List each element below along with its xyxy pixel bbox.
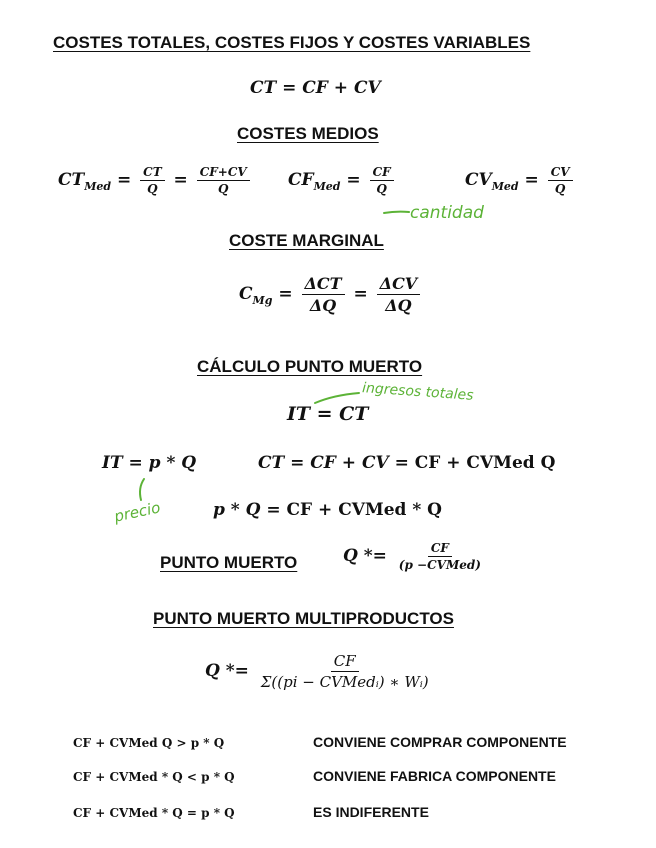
- annotation-precio: precio: [112, 498, 162, 526]
- title-punto-muerto: PUNTO MUERTO: [160, 553, 298, 572]
- rule-fabrica-result: CONVIENE FABRICA COMPONENTE: [313, 768, 556, 784]
- formula-pq: p * Q = CF + CVMed * Q: [213, 500, 442, 520]
- formula-it-pq: IT = p * Q: [102, 453, 197, 473]
- cantidad-dash-stroke: [382, 205, 412, 219]
- annotation-ingresos-totales: ingresos totales: [361, 380, 474, 404]
- formula-qstar: Q *= $\frac{CF}{\text{(p −CVMed)}}$: [343, 541, 481, 572]
- rule-indiferente-condition: CF + CVMed * Q = p * Q: [73, 806, 235, 820]
- formula-ctmed: $CT_{Med}$ = $\frac{CT}{Q}$ = $\frac{CF+CV}{Q}$: [58, 165, 253, 196]
- title-costes-medios: COSTES MEDIOS: [237, 124, 379, 143]
- formula-it-ct: IT = CT: [287, 403, 369, 425]
- formula-ct-expand: CT = CF + CV = CF + CVMed Q: [258, 453, 556, 473]
- title-coste-marginal: COSTE MARGINAL: [229, 231, 384, 250]
- title-calculo-punto-muerto: CÁLCULO PUNTO MUERTO: [197, 357, 423, 376]
- formula-cvmed: $CV_{Med}$ = $\frac{CV}{Q}$: [465, 165, 576, 196]
- rule-fabrica-condition: CF + CVMed * Q < p * Q: [73, 770, 235, 784]
- formula-qstar-multi: Q *= $\frac{CF}{\text{Σ((pi − CVMedᵢ) ∗ Wᵢ)}}$: [205, 652, 429, 691]
- formula-cfmed: $CF_{Med}$ = $\frac{CF}{Q}$: [288, 165, 397, 196]
- rule-compra-condition: CF + CVMed Q > p * Q: [73, 736, 225, 750]
- formula-cmg: $C_{Mg}$ = $\frac{\text{ΔCT}}{\Delta Q}$ = $\frac{\text{ΔCV}}{\Delta Q}$: [239, 274, 423, 315]
- annotation-cantidad: cantidad: [410, 203, 484, 223]
- title-punto-muerto-multiproductos: PUNTO MUERTO MULTIPRODUCTOS: [153, 609, 454, 628]
- formula-ct-total: CT = CF + CV: [250, 78, 381, 98]
- rule-indiferente-result: ES INDIFERENTE: [313, 804, 429, 820]
- rule-compra-result: CONVIENE COMPRAR COMPONENTE: [313, 734, 567, 750]
- title-costes-totales: COSTES TOTALES, COSTES FIJOS Y COSTES VARIABLES: [53, 33, 531, 52]
